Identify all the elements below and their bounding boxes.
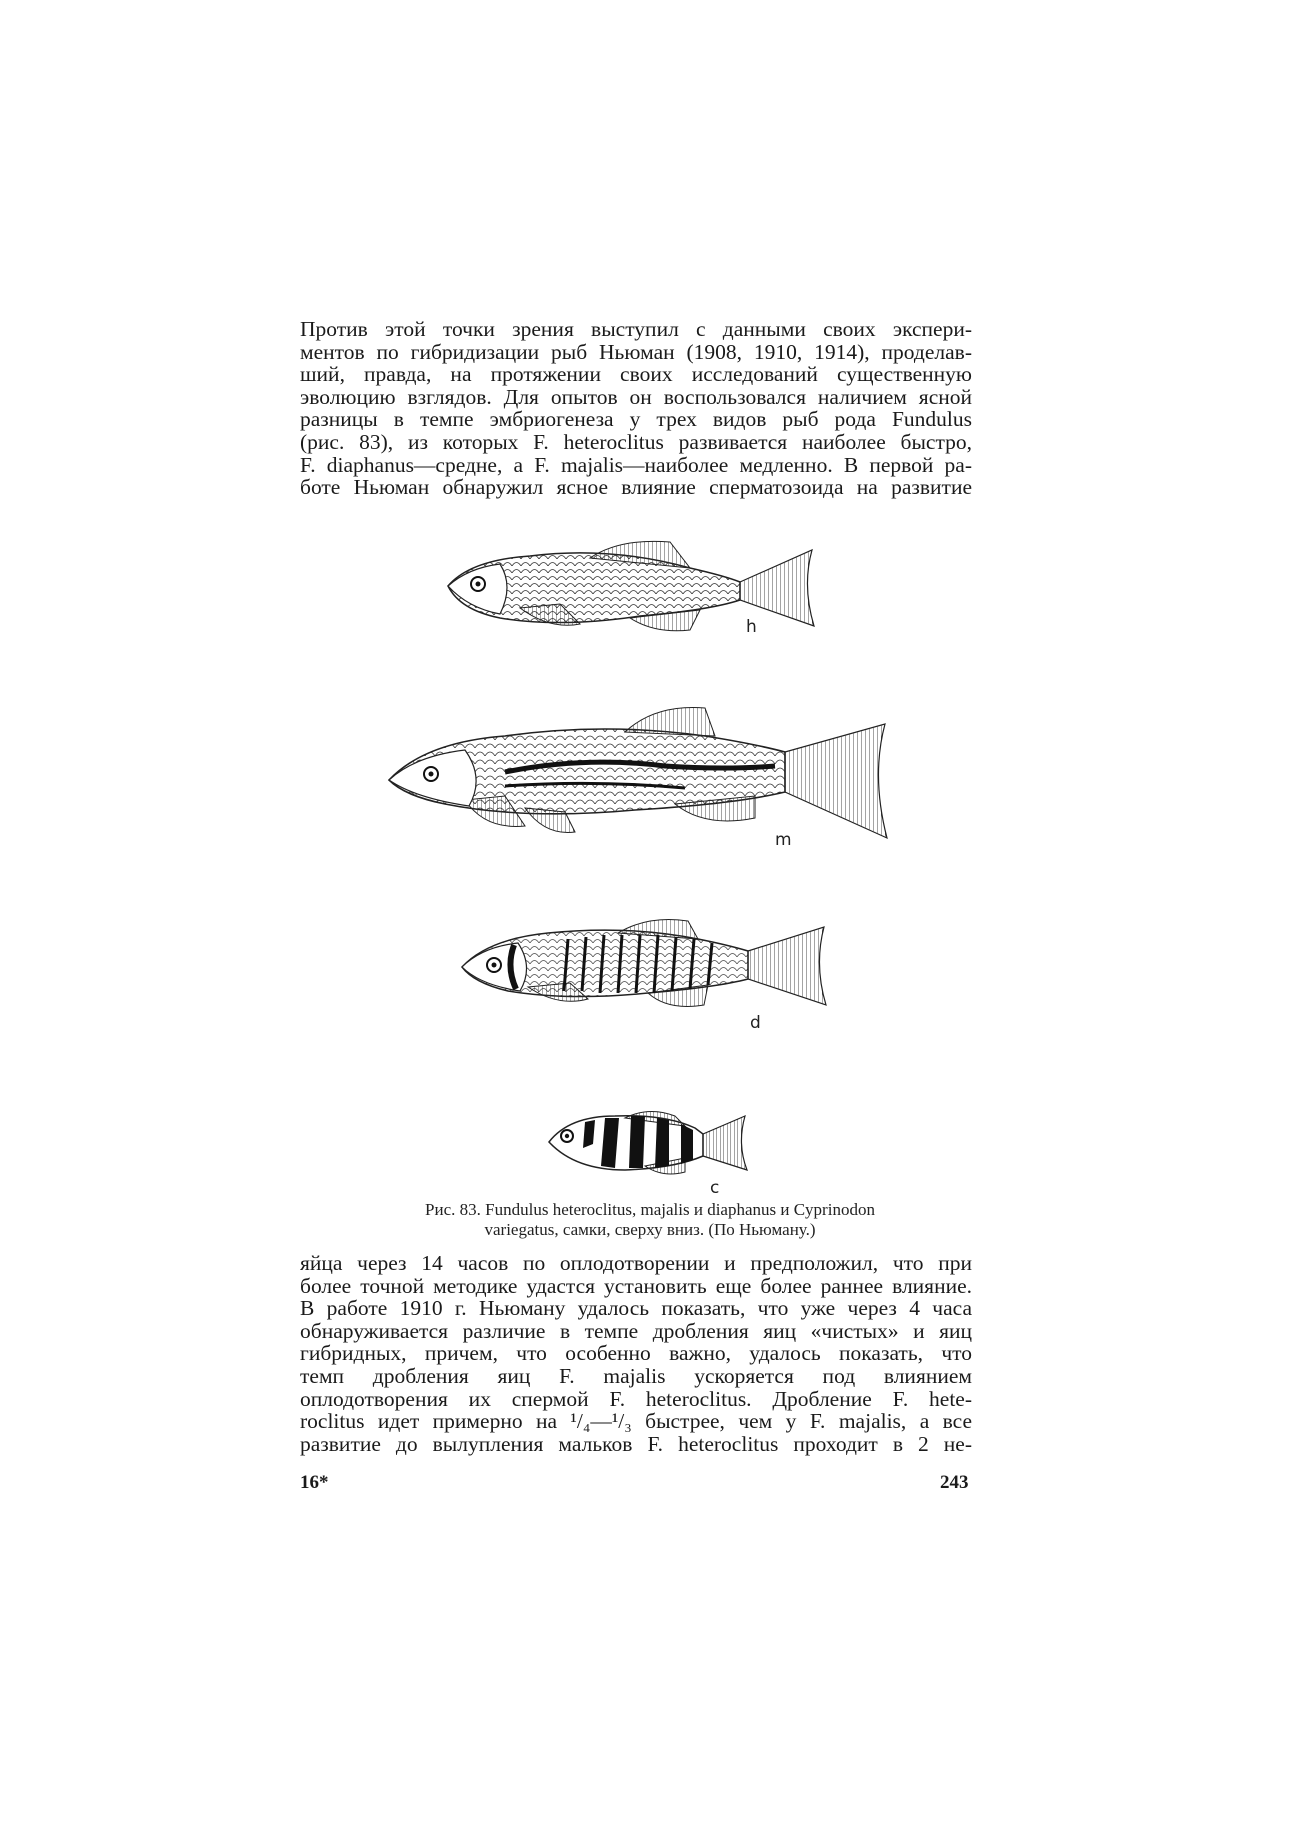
signature-mark: 16*: [300, 1472, 329, 1493]
text-line: Против этой точки зрения выступил с данными своих экспери-: [300, 317, 972, 341]
fish-label-c: c: [710, 1178, 720, 1198]
figure-caption: [340, 1200, 960, 1240]
text-line: разницы в темпе эмбриогенеза у трех видов рыб рода Fundulus: [300, 407, 972, 432]
fish-figure-h: [440, 538, 830, 638]
text-line: развитие до вылупления мальков F. heteroclitus проходит в 2 не-: [300, 1431, 972, 1456]
text-line: темп дробления яиц F. majalis ускоряется под влиянием: [300, 1363, 972, 1388]
text-line: боте Ньюман обнаружил ясное влияние сперматозоида на развитие: [300, 475, 972, 500]
paragraph-bottom: [300, 1252, 972, 1455]
fish-cyprinodon-icon: [545, 1108, 750, 1178]
paragraph-top: [300, 318, 972, 499]
fish-label-d: d: [750, 1013, 761, 1033]
text-line: F. diaphanus—средне, а F. majalis—наиболее медленно. В первой ра-: [300, 452, 972, 477]
text-line: В работе 1910 г. Ньюману удалось показать, что уже через 4 часа: [300, 1296, 972, 1321]
text-line: ментов по гибридизации рыб Ньюман (1908, 1910, 1914), проделав-: [300, 339, 972, 364]
text-line: гибридных, причем, что особенно важно, удалось показать, что: [300, 1341, 972, 1366]
text-line: оплодотворения их спермой F. heteroclitus. Дробление F. hete-: [300, 1386, 972, 1411]
text-line: яйца через 14 часов по оплодотворении и предположил, что при: [300, 1251, 972, 1275]
text-line: обнаруживается различие в темпе дробления яиц «чистых» и яиц: [300, 1318, 972, 1343]
fish-figure-c: [545, 1108, 750, 1178]
fish-label-m: m: [775, 830, 792, 850]
fish-heteroclitus-icon: [440, 538, 830, 638]
text-line: эволюцию взглядов. Для опытов он воспользовался наличием ясной: [300, 384, 972, 409]
caption-line: variegatus, самки, сверху вниз. (По Ньюману.): [484, 1220, 816, 1239]
text-line: более точной методике удастся установить еще более раннее влияние.: [300, 1273, 972, 1298]
text-line: (рис. 83), из которых F. heteroclitus развивается наиболее быстро,: [300, 429, 972, 454]
text-line: ший, правда, на протяжении своих исследований существенную: [300, 362, 972, 387]
text-line: roclitus идет примерно на ¹/₄—¹/₃ быстрее, чем у F. majalis, а все: [300, 1409, 972, 1434]
fish-figure-m: [385, 700, 895, 850]
caption-line: Рис. 83. Fundulus heteroclitus, majalis и diaphanus и Cyprinodon: [425, 1200, 875, 1219]
fish-diaphanus-icon: [458, 915, 833, 1015]
fish-figure-d: [458, 915, 833, 1015]
page-number: 243: [940, 1472, 969, 1493]
fish-label-h: h: [746, 617, 757, 637]
fish-majalis-icon: [385, 700, 895, 850]
